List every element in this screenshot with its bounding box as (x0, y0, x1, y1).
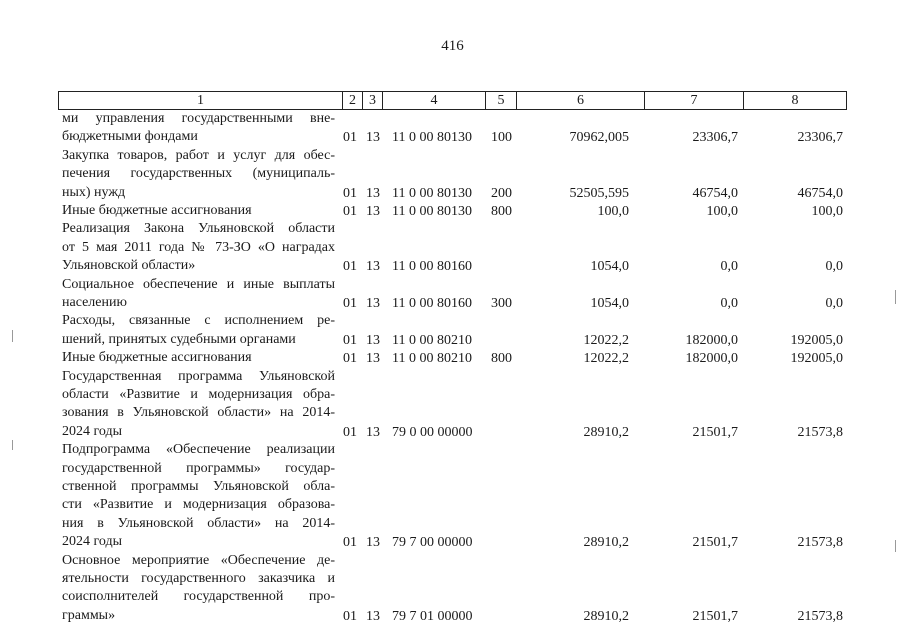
cell-subsection: 13 (366, 185, 380, 201)
header-col-3: 3 (362, 92, 382, 109)
scan-mark (895, 540, 896, 552)
cell-expense-type: 100 (491, 130, 512, 146)
row-description-line: Расходы, связанные с исполнением ре- (62, 313, 335, 329)
cell-amount-col6: 28910,2 (583, 424, 629, 440)
row-description-line: бюджетными фондами (62, 129, 198, 145)
cell-target-article: 11 0 00 80210 (392, 351, 472, 367)
cell-amount-col8: 0,0 (825, 259, 843, 275)
cell-amount-col8: 192005,0 (790, 332, 843, 348)
row-description-line: ственной программы Ульяновской обла- (62, 479, 335, 494)
cell-amount-col6: 100,0 (597, 204, 629, 219)
row-description-line: Иные бюджетные ассигнования (62, 203, 252, 218)
row-description-line: Иные бюджетные ассигнования (62, 350, 252, 366)
header-col-8: 8 (743, 92, 846, 109)
row-description-line: Ульяновской области» (62, 258, 196, 274)
cell-section: 01 (343, 185, 357, 201)
header-col-2: 2 (342, 92, 362, 109)
cell-subsection: 13 (366, 351, 380, 367)
row-description-line: населению (62, 295, 127, 310)
row-description-line: 2024 годы (62, 423, 123, 439)
cell-amount-col6: 12022,2 (583, 332, 629, 348)
row-description-line: от 5 мая 2011 года № 73-ЗО «О наградах (62, 239, 335, 255)
cell-expense-type: 300 (491, 296, 512, 311)
cell-amount-col7: 21501,7 (692, 424, 738, 440)
cell-amount-col7: 100,0 (706, 204, 738, 219)
row-description-line: ния в Ульяновской области» на 2014- (62, 515, 335, 531)
cell-subsection: 13 (366, 204, 380, 219)
cell-amount-col8: 23306,7 (797, 130, 843, 146)
header-col-1: 1 (197, 92, 204, 108)
row-description-line: 2024 годы (62, 534, 123, 550)
cell-amount-col8: 21573,8 (797, 535, 843, 551)
cell-amount-col6: 70962,005 (569, 130, 629, 146)
cell-expense-type: 200 (491, 185, 512, 201)
cell-amount-col8: 192005,0 (790, 351, 843, 367)
cell-amount-col8: 21573,8 (797, 608, 843, 624)
cell-amount-col8: 0,0 (825, 296, 843, 311)
cell-target-article: 79 7 00 00000 (392, 535, 473, 551)
row-description-line: Подпрограмма «Обеспечение реализации (62, 442, 335, 458)
cell-amount-col7: 46754,0 (692, 185, 738, 201)
cell-subsection: 13 (366, 130, 380, 146)
cell-target-article: 11 0 00 80160 (392, 296, 472, 311)
cell-target-article: 11 0 00 80160 (392, 259, 472, 275)
cell-amount-col6: 1054,0 (590, 259, 629, 275)
cell-amount-col6: 28910,2 (583, 608, 629, 624)
row-description-line: Основное мероприятие «Обеспечение де- (62, 552, 335, 568)
cell-amount-col7: 182000,0 (685, 332, 738, 348)
cell-section: 01 (343, 332, 357, 348)
cell-subsection: 13 (366, 332, 380, 348)
cell-amount-col6: 28910,2 (583, 535, 629, 551)
cell-section: 01 (343, 608, 357, 624)
cell-section: 01 (343, 351, 357, 367)
cell-subsection: 13 (366, 259, 380, 275)
row-description-line: государственной программы» государ- (62, 460, 335, 476)
cell-expense-type (491, 424, 519, 442)
cell-subsection: 13 (366, 608, 380, 624)
cell-amount-col6: 52505,595 (569, 185, 629, 201)
header-col-4: 4 (382, 92, 485, 109)
row-description-line: области «Развитие и модернизация обра- (62, 387, 335, 402)
cell-target-article: 11 0 00 80210 (392, 332, 472, 348)
cell-expense-type (491, 258, 519, 276)
cell-amount-col7: 0,0 (720, 296, 738, 311)
cell-section: 01 (343, 296, 357, 311)
cell-expense-type (491, 332, 519, 350)
header-col-7: 7 (644, 92, 743, 109)
row-description-line: Закупка товаров, работ и услуг для обес- (62, 147, 335, 163)
scan-mark (895, 290, 896, 304)
cell-section: 01 (343, 130, 357, 146)
header-col-5: 5 (485, 92, 516, 109)
row-description-line: ных) нужд (62, 184, 126, 200)
cell-amount-col8: 21573,8 (797, 424, 843, 440)
cell-subsection: 13 (366, 424, 380, 440)
row-description-line: печения государственных (муниципаль- (62, 166, 335, 182)
cell-target-article: 11 0 00 80130 (392, 130, 472, 146)
cell-amount-col7: 182000,0 (685, 351, 738, 367)
cell-expense-type: 800 (491, 351, 512, 367)
row-description-line: ми управления государственными вне- (62, 111, 335, 126)
cell-section: 01 (343, 424, 357, 440)
cell-expense-type: 800 (491, 204, 512, 219)
row-description-line: ятельности государственного заказчика и (62, 571, 335, 586)
cell-amount-col7: 21501,7 (692, 608, 738, 624)
cell-subsection: 13 (366, 535, 380, 551)
scan-mark (12, 440, 13, 450)
row-description-line: Социальное обеспечение и иные выплаты (62, 276, 335, 292)
cell-amount-col6: 1054,0 (590, 296, 629, 311)
cell-target-article: 11 0 00 80130 (392, 204, 472, 219)
row-description-line: шений, принятых судебными органами (62, 331, 296, 347)
row-description-line: граммы» (62, 607, 116, 623)
cell-subsection: 13 (366, 296, 380, 311)
cell-section: 01 (343, 259, 357, 275)
cell-section: 01 (343, 535, 357, 551)
row-description-line: зования в Ульяновской области» на 2014- (62, 405, 335, 421)
cell-section: 01 (343, 204, 357, 219)
cell-target-article: 79 0 00 00000 (392, 424, 473, 440)
row-description-line: Государственная программа Ульяновской (62, 368, 335, 384)
cell-target-article: 11 0 00 80130 (392, 185, 472, 201)
cell-amount-col8: 100,0 (811, 204, 843, 219)
row-description-line: соисполнителей государственной про- (62, 589, 335, 605)
scan-mark (12, 330, 13, 342)
cell-amount-col7: 23306,7 (692, 130, 738, 146)
cell-target-article: 79 7 01 00000 (392, 608, 473, 624)
cell-amount-col6: 12022,2 (583, 351, 629, 367)
cell-amount-col8: 46754,0 (797, 185, 843, 201)
row-description-line: сти «Развитие и модернизация образова- (62, 497, 335, 513)
page-number: 416 (441, 38, 464, 54)
cell-amount-col7: 21501,7 (692, 535, 738, 551)
cell-expense-type (491, 534, 519, 552)
cell-expense-type (491, 608, 519, 626)
header-col-6: 6 (516, 92, 644, 109)
cell-amount-col7: 0,0 (720, 259, 738, 275)
row-description-line: Реализация Закона Ульяновской области (62, 221, 335, 237)
